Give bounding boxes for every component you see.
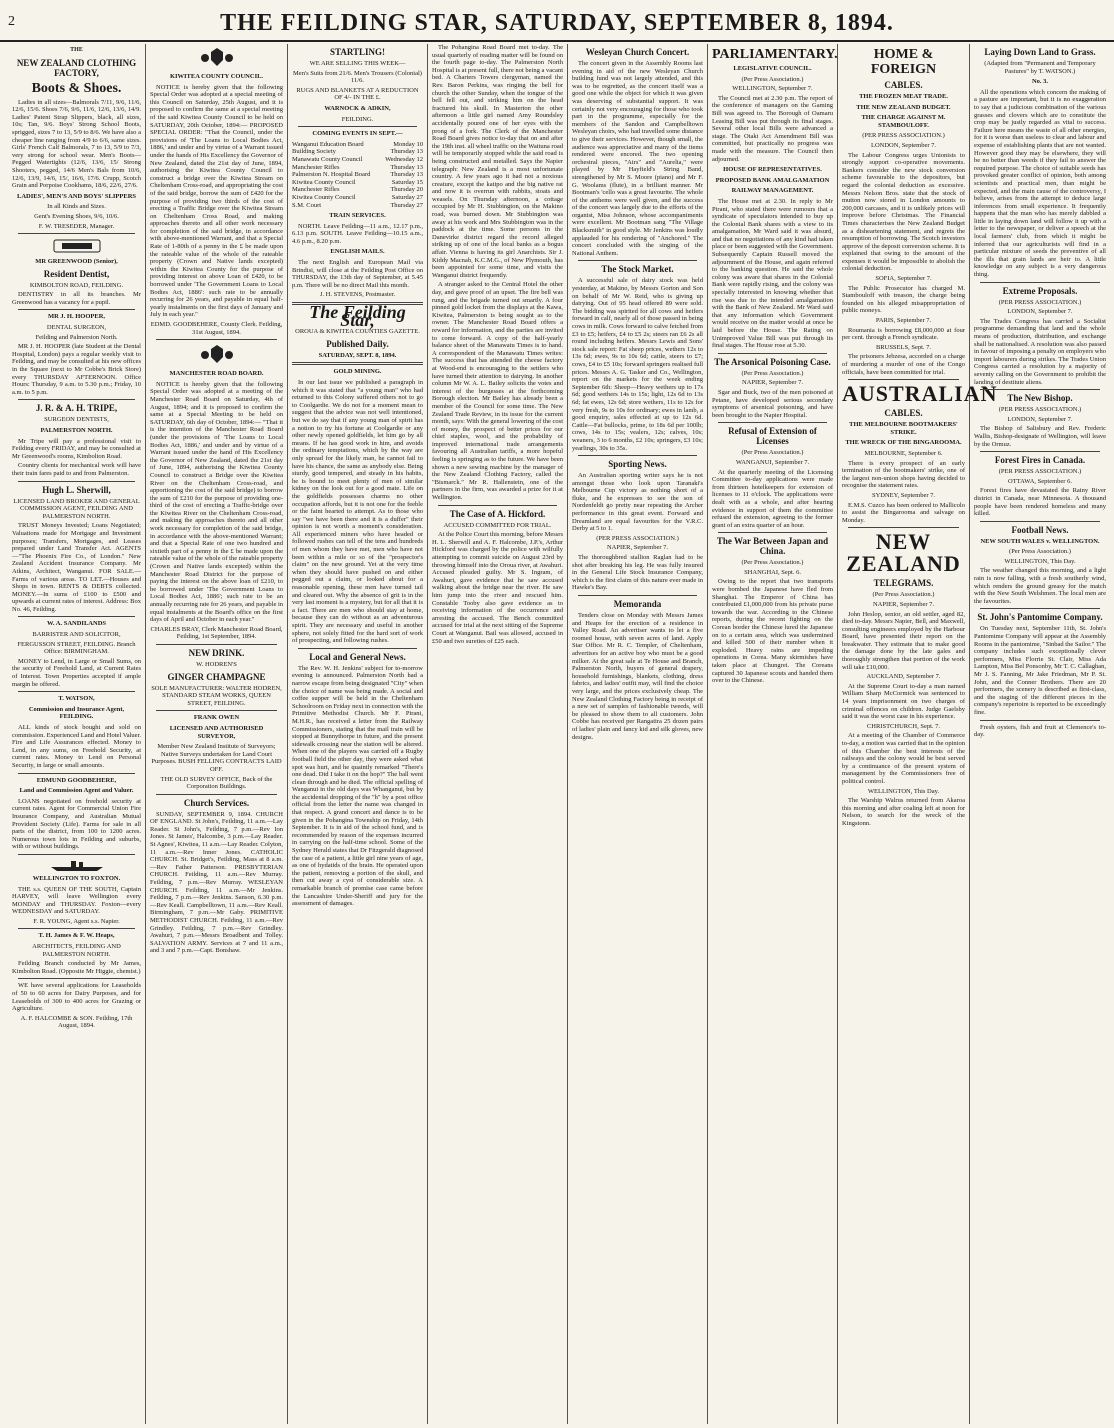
coat-of-arms-icon bbox=[199, 343, 235, 367]
hooper-address: Feilding and Palmerston North. bbox=[35, 333, 118, 341]
church-heading: Church Services. bbox=[183, 797, 250, 808]
extreme-date: LONDON, September 7. bbox=[1007, 308, 1073, 316]
divider bbox=[18, 773, 135, 774]
survey-office: THE OLD SURVEY OFFICE, Back of the Corporation Buildings. bbox=[160, 775, 273, 791]
local-body: The Rev. W. H. Jenkins' subject for to-morrow evening is announced. Palmerston North had a narrow escape from being designated "City" when the choice of name was being made. A social and coffee supper will be held in the Cheltenham Schoolroom on Friday next in connection with the Primitive Methodist Church. Mr F. Pirani, M.H.R., has received a letter from the Railway Commissioners, stating that the mail train will be stopped at Bunnythorpe in future, and the present sidewalk crossing near the station will be altered. When one of the players was carried off a Rugby football field the other day, they were asked what spot was hurt, and he quaintly remarked "There's one dead. Did I take it on the hop?" The ball went clean through and he died. The official spelling of Wanganui in the old days was Whanganui, but by the accidental dropping of the "h" by a post office official from the letter the name was changed in that respect. A grand concert and dance is to be given in the Pohangina Township on Friday, 14th September. It is in aid of the school fund, and is recommended by reason of the expenses incurred in carrying on the half-time school. Some of the Sydney Herald states that Dr Fitzgerald diagnosed the case of a patient, a little girl nine years of age, as one of hydatids of the brain. He operated upon the patient, removing a portion of the skull, and then cut away a cyst of considerable size. A remarkable branch of promise case came before the Lancashire Under-Sheriff and jury for the assessment of damages. bbox=[292, 664, 423, 908]
sydney-date: SYDNEY, September 7. bbox=[871, 491, 936, 499]
case-subheading: ACCUSED COMMITTED FOR TRIAL. bbox=[443, 521, 552, 529]
event-day: Thursday 13 bbox=[390, 163, 423, 171]
auckland-date: AUCKLAND, September 7. bbox=[866, 673, 941, 681]
factory-the: THE bbox=[70, 47, 83, 53]
architects-title: ARCHITECTS, FEILDING AND PALMERSTON NORTH. bbox=[32, 943, 121, 958]
divider bbox=[980, 451, 1100, 452]
bishop-date: LONDON, September 7. bbox=[1007, 415, 1073, 423]
tripe-address: PALMERSTON NORTH. bbox=[40, 427, 113, 434]
london-date: LONDON, September 7. bbox=[871, 141, 936, 149]
slippers-sub: In all Kinds and Sizes. bbox=[47, 203, 106, 211]
sandilands-address: FERGUSSON STREET, FEILDING. Branch Office: BIRMINGHAM. bbox=[17, 640, 136, 656]
gold-heading: GOLD MINING. bbox=[333, 368, 382, 376]
goodbehere-name: EDMUND GOODBEHERE, bbox=[36, 776, 117, 784]
agency-line: (PER PRESS ASSOCIATION.) bbox=[862, 132, 945, 140]
pantomime-heading: St. John's Pantomime Company. bbox=[977, 612, 1103, 623]
football-subheading: NEW SOUTH WALES v. WELLINGTON. bbox=[980, 537, 1100, 545]
brussels-body: The prisoners Jebzesa, accorded on a charge of murdering a murder of one of the Congo officials, have been committed for trial. bbox=[842, 353, 965, 376]
australian-heading: AUSTRALIAN bbox=[842, 381, 998, 407]
council-date: WELLINGTON, September 7. bbox=[732, 85, 813, 93]
event-day: Thursday 27 bbox=[390, 201, 423, 209]
cables-heading: CABLES. bbox=[884, 80, 923, 90]
owen-name: FRANK OWEN bbox=[193, 714, 240, 722]
event-day: Thursday 13 bbox=[390, 171, 423, 179]
fires-date: OTTAWA, September 6. bbox=[1008, 477, 1072, 485]
council-body: The Council met at 2.30 p.m. The report of the conference of managers on the Gaming Bill was agreed to. The Borough of Oamaru Leasing Bill was put through its final stages. Several other local Bills were advanced a stage. The Otaki Act Amendment Bill was committed, but practically no progress was made with the measure. The Council then adjourned. bbox=[712, 94, 833, 163]
divider bbox=[156, 339, 277, 340]
divider bbox=[718, 532, 827, 533]
bootmakers-heading: THE MELBOURNE BOOTMAKERS' STRIKE. bbox=[849, 421, 958, 436]
divider bbox=[980, 389, 1100, 390]
bishop-press: (PER PRESS ASSOCIATION.) bbox=[998, 406, 1082, 414]
architects-name: T. H. James & F. W. Heaps, bbox=[38, 932, 115, 940]
event-day: Saturday 27 bbox=[391, 193, 423, 201]
kiwitea-body: NOTICE is hereby given that the following Special Order was adopted at a special meeting of this Council on Saturday, 25th August, and it is proposed to confirm the same at a special meeting of the said Kiwitea County Council to be held on SATURDAY, 20th October, 1894:— PROPOSED SPECIAL ORDER: "That the Council, under the provisions of 'The Loans to Local Bodies Act, 1886,' and under and by virtue of a Warrant issued under the hands of His Excellency the Governor of New Zealand, dated the 21st day of June, 1894, authorising the Kiwitea County Council to construct a bridge over the Kiwitea Stream on Cheltenham Cross-road, and appropriating the cost of the said bridge, borrow the sum of £420 for the purpose of providing two thirds of the cost of erecting a Traffic Bridge over the Kiwitea Stream on Cheltenham Cross Road, and making approaches thereto and all other work necessary for completion of the said bridge, in accordance with above-mentioned Warrant, and that a Special Rate of 1-80th of a penny in the £ be made upon the rateable value of the whole of the rateable property (Crown and Native lands excepted) within the Kiwitea County for the purpose of providing interest on above Loan of £420, to be borrowed under 'The Government Loans to Local Bodies Act, 1886': such rate to be annually recurring for 26 years, and payable in equal half-yearly instalments on the first days of January and July in each year." bbox=[150, 83, 283, 319]
railway-heading: RAILWAY MANAGEMENT. bbox=[731, 187, 814, 195]
sofia-body: The Public Prosecutor has charged M. Stambouloff with treason, the charge being founded on his alleged misappropriation of public moneys. bbox=[842, 284, 965, 315]
press-association: (PER PRESS ASSOCIATION.) bbox=[596, 534, 679, 542]
poisoning-date: NAPIER, September 7. bbox=[741, 379, 804, 387]
selling-line: WE ARE SELLING THIS WEEK— bbox=[309, 60, 406, 67]
column-7 bbox=[838, 44, 998, 1424]
extreme-press: (PER PRESS ASSOCIATION.) bbox=[998, 298, 1082, 306]
greenwood-body: DENTISTRY in all its branches. Mr Greenwood has a vacancy for a pupil. bbox=[12, 291, 141, 306]
napier-dateline: NAPIER, September 7. bbox=[606, 544, 669, 552]
event-name: Manchester Rifles bbox=[292, 163, 340, 171]
poisoning-body: Sgar and Buck, two of the men poisoned at Petane, have developed serious secondary symptoms of arsenical poisoning, and have been brought to the Napier Hospital. bbox=[712, 388, 833, 419]
watson-title: Commission and Insurance Agent, FEILDING. bbox=[28, 705, 125, 721]
local-heading: Local and General News. bbox=[309, 651, 406, 662]
sherwill-body: TRUST Moneys Invested; Loans Negotiated; Valuations made for Mortgage and Investment purposes; Transfers, Mortgages, and Leases prepared under Land Transfer Act. AGENTS—"The Phoenix Fire Co., of London." New Zealand Accident Insurance Company. Mr Atkins, Architect, Wanganui. FOR SALE.—Farms of various areas. TO LET.—Houses and Shops in town. RENTS & DEBTS collected. MONEY.—In sums of £100 to £500 and upwards at current rates of interest. Address: Box No. 46, Feilding. bbox=[12, 522, 141, 613]
divider bbox=[18, 309, 135, 310]
event-row bbox=[292, 141, 423, 149]
events-list bbox=[292, 141, 423, 209]
australian-cables: CABLES. bbox=[884, 408, 923, 419]
sofia-date: SOFIA, September 7. bbox=[875, 275, 932, 283]
grass-subheading: (Adapted from "Permanent and Temporary Pastures" by T. WATSON.) bbox=[984, 60, 1096, 75]
train-heading: TRAIN SERVICES. bbox=[329, 212, 386, 220]
column-2 bbox=[146, 44, 288, 1424]
coat-of-arms-icon bbox=[199, 46, 235, 70]
home-foreign-heading: HOME & FOREIGN bbox=[870, 47, 937, 77]
fires-press: (PER PRESS ASSOCIATION.) bbox=[998, 468, 1082, 476]
manager-signature: F. W. TRESEDER, Manager. bbox=[38, 222, 115, 230]
published-daily: Published Daily. bbox=[326, 338, 389, 349]
event-name: Kiwitea County Council bbox=[292, 178, 356, 186]
divider bbox=[438, 505, 557, 506]
memoranda-body: Tenders close on Monday with Messrs James and Heaps for the erection of a residence in Valley Road. An advertiser wants to let a five roomed house, with seven acres of land. Apply Star Office. Mr R. C. Templer, of Cheltenham, advertises for an active boy who must be a good milker. At the great sale at Te House and Branch, Palmerston North, buyers of general drapery, household furnishings, blankets, clothing, dress fabrics, and ladies' outfit may, will find the choice very large, and the prices exclusively cheap. The New Zealand Clothing Factory being in receipt of a new set of samples of fashionable tweeds, will be pleased to show them to all customers. John Cobbe has received per Rangatira 25 dozen pairs of ladies' plain and fancy kid and silk gloves, new designs. bbox=[572, 612, 703, 741]
event-day: Thursday 20 bbox=[390, 186, 423, 194]
greenwood-address: KIMBOLTON ROAD, FEILDING. bbox=[29, 281, 124, 289]
budget-heading: THE NEW ZEALAND BUDGET. bbox=[856, 103, 951, 111]
steamship-icon bbox=[47, 858, 107, 872]
divider bbox=[578, 455, 697, 456]
refusal-date: WANGANUI, September 7. bbox=[735, 458, 810, 466]
sandilands-name: W. A. SANDILANDS bbox=[47, 620, 106, 628]
selling-items: Men's Suits from 21/6. Men's Trousers (Colonial) 11/6. bbox=[293, 69, 422, 85]
event-name: Manchester Rifles bbox=[292, 186, 340, 194]
newspaper-masthead-title: THE FEILDING STAR, SATURDAY, SEPTEMBER 8, 1894. bbox=[220, 10, 894, 36]
country-clients: Country clients for mechanical work will have their train fares paid to and from Palmerston. bbox=[12, 462, 141, 477]
mails-body: The next English and European Mail via Brindisi, will close at the Feilding Post Office on THURSDAY, the 13th day of September, at 5.45 p.m. There will be no direct Mail this month. bbox=[292, 259, 423, 289]
divider bbox=[980, 521, 1100, 522]
manchester-signature: CHARLES BRAY, Clerk Manchester Road Board, Feilding, 1st September, 1894. bbox=[150, 625, 283, 641]
masthead bbox=[0, 0, 1114, 42]
event-row bbox=[292, 186, 423, 194]
divider bbox=[298, 648, 417, 649]
stock-heading: The Stock Market. bbox=[601, 264, 674, 275]
owen-title: LICENSED AND AUTHORISED SURVEYOR, bbox=[169, 724, 264, 740]
case-body: At the Police Court this morning, before Messrs H. L. Sherwill and A. F. Halcombe, J.P.'s, Arthur Hickford was charged by the police with wilfully attempting to commit suicide on August 23rd by throwing himself into the Oroua river, at Awahuri. Accused pleaded guilty. Mr S. Ingram, of Awahuri, gave evidence that he saw accused walking about the bridge near the river. He saw him jump into the river and rescued him. Constable Tooby also gave evidence as to receiving information of the occurrence and arresting the accused. The Bench committed accused for trial at the next sitting of the Supreme Court at Wanganui. Bail was allowed, accused in £50 and two sureties of £25 each. bbox=[432, 531, 563, 645]
memoranda-heading: Memoranda bbox=[613, 599, 662, 609]
startling-heading: STARTLING! bbox=[329, 47, 386, 57]
extreme-body: The Trades Congress has carried a Socialist programme demanding that land and the whole means of production, distribution, and exchange shall be nationalised. A resolution was also passed in favour of imposing a penalty on employers who import labourers during strikes. The Trades Union Congress carried a resolution by a majority of seventy calling on the Government to prohibit the landing of destitute aliens. bbox=[974, 317, 1106, 386]
divider bbox=[18, 691, 135, 692]
column-4 bbox=[428, 44, 568, 1424]
refusal-press: (Per Press Association.) bbox=[741, 449, 804, 457]
event-row bbox=[292, 179, 423, 187]
war-press: (Per Press Association.) bbox=[741, 559, 804, 567]
stranger-body: A stranger asked to the Central Hotel the other day, and gave proof of an upset. The fire bell was rung, and the brigade turned out smartly. A four pinned gold locket from the displays at the Kawa, Kiwitea, Palmerston is being sought as to the owner. The Manchester Road Board offers a reward for information, and the parties are invited to come forward. A copy of the half-yearly balance sheet of the Manawatu Times is to hand. A correspondent of the Manawatu Times writes: The success that has attended the cheese factory at Wood-end is encouraging to the settlers who have turned their attention to dairying. In another column Mr W. A. L. Bailey solicits the votes and interest of the burgesses at the forthcoming Borough election. Mr Bailey has already been a member of the Council for some time. The New Zealand Trade Review, in its issue for the current month, says: With the general lowering of the cost of money, the prospect of better prices for our chief staples, wool, and the probability of improved international trade arrangements favouring all Australian tariffs, a more hopeful feeling is springing as to the future. We have been shown a new sewing machine by the manager of the New Zealand Clothing Factory, called the "Bismarck." Mr R. Hallenstein, one of the partners in the firm, was awarded a prize for it at Wellington. bbox=[432, 281, 563, 502]
charge-heading: THE CHARGE AGAINST M. STAMBOULOFF. bbox=[861, 114, 946, 129]
warnock-adkin: WARNOCK & ADKIN, bbox=[324, 104, 391, 112]
gold-body: In our last issue we published a paragraph in which it was stated that "a young man" who had returned to this Colony suffered others not to go to Coolgardie. We do not for a moment mean to suggest that the advice was not well intentioned, but we do say that if any young man of spirit has a notion to try his fortune at Coolgardie or any other newly opened goldfields, let him go by all means. If he has good work in him, and avoids the ordinary temptations, which by the way are only spread for the likely man, he cannot fail to have his chance, the same as anybody else. Being sturdy, good tempered, and steady in his habits, he is bound to meet plenty of men of similar kidney on the look out for a good mate. Life on the goldfields possesses charms no other occupation affords, but it is not one for the feeble or the faint hearted to attempt. As to those who say "we have been there and it is a duffer" their opinion is not worth a moment's consideration. All experienced miners who have headed or followed rushes can tell of the tens and hundreds of men whom they have met, men who have not been within a mile or so of the "prospector's claim" on the new ground. Yet at the very time when they should have pushed on and either pegged out a claim, or looked about for a reasonable opening, these men have turned tail and cleared out. Why the absence of grit is in the very last moment is a mystery, but for all that it is a fact. There are men who should stay at home, because they can do without as an adventurous spirit. They are necessary and useful in another sphere, not solely fitted for the hard sort of work of prospecting, and following rushes. bbox=[292, 379, 423, 645]
paper-date: SATURDAY, SEPT. 8, 1894. bbox=[318, 351, 397, 359]
paris-body: Roumania is borrowing £8,000,000 at four per cent. through a French syndicate. bbox=[842, 326, 965, 342]
event-row bbox=[292, 164, 423, 172]
divider bbox=[718, 353, 827, 354]
divider bbox=[980, 608, 1100, 609]
divider bbox=[18, 616, 135, 617]
tripe-title: SURGEON DENTISTS, bbox=[44, 416, 109, 424]
owen-body: Member New Zealand Institute of Surveyors; Native Surveys undertaken for Land Court Purposes. BUSH FELLING CONTRACTS LAID OFF. bbox=[151, 743, 282, 773]
extreme-heading: Extreme Proposals. bbox=[1002, 285, 1078, 296]
greenwood-title: Resident Dentist, bbox=[43, 268, 110, 279]
pantomime-body: On Tuesday next, September 11th, St. John's Pantomime Company will appear at the Assembly Rooms in the pantomime, "Sinbad the Sailor." The company includes such exceptionally clever performers, Miss Florrie St. Clair, Miss Ada Lampton, Miss Bel Ponsonby, Mr T. C. Callaghan, Mr J. S. Fanning, Mr Jake Friedman, Mr P. St. John, and the Conner Brothers. There are 20 performers, the scenery is described as first-class, and the staging of the different pieces in the company's repertoire is reported to be exceedingly fine. bbox=[974, 625, 1106, 716]
poisoning-heading: The Arsonical Poisoning Case. bbox=[714, 356, 831, 367]
house-heading: HOUSE OF REPRESENTATIVES. bbox=[723, 166, 822, 174]
gents-shoes: Gent's Evening Shoes, 9/6, 10/6. bbox=[34, 212, 119, 220]
manchester-body: NOTICE is hereby given that the following Special Order was adopted at a meeting of the Manchester Road Board on Saturday, 4th of August, 1894; and it is proposed to confirm the same at a Special Meeting to be held on SATURDAY, 6th day of October, 1894:— "That it is the intention of the Manchester Road Board (under the provisions of 'The Loans to Local Bodies Act, 1886,' and under and by virtue of a Warrant issued under the hand of His Excellency the Governor of New Zealand, dated the 21st day of June, 1894, authorising the Kiwitea County Council to construct a Bridge over the Kiwitea River on the Cheltenham Cross-road, and apportioning the cost of the said bridge) to borrow the sum of £210 for the purpose of providing one-third of the cost of erecting a Traffic-bridge over the Kiwitea River on the Cheltenham Cross-road, and making the approaches thereto and all other work necessary for completion of the said bridge, in accordance with the above-mentioned Warrant; and that a Special Rate of one two hundred and sixtieth part of a penny in the £ be made upon the rateable value of the whole of the rateable property (Crown and Native lands excepted) within the Manchester Road District for the purpose of paying the interest on the above loan of £210, to be borrowed under 'The Government Loans to Local Bodies Act, 1886'; such rate to be an annually recurring rate for 26 years, and payable in equal instalments at the Board's office on the first days of April and October in each year." bbox=[150, 380, 284, 624]
leasehold-body: WE have several applications for Leaseholds of 50 to 60 acres for Dairy Purposes, and for Leaseholds of 300 to 400 acres for Grazing or Agriculture. bbox=[12, 982, 141, 1013]
divider bbox=[718, 422, 827, 423]
column-8 bbox=[970, 44, 1110, 1424]
goodbehere-title: Land and Commission Agent and Valuer. bbox=[19, 787, 134, 795]
divider bbox=[156, 644, 277, 645]
event-name: Kiwitea County Council bbox=[292, 193, 356, 201]
napier2-date: NAPIER, September 7. bbox=[872, 600, 935, 608]
factory-name: NEW ZEALAND CLOTHING FACTORY, bbox=[16, 57, 137, 78]
column-1 bbox=[8, 44, 146, 1424]
page-number: 2 bbox=[8, 14, 15, 29]
event-day: Monday 10 bbox=[393, 140, 423, 148]
foxton-heading: WELLINGTON TO FOXTON. bbox=[32, 874, 121, 882]
parliamentary-heading: PARLIAMENTARY. bbox=[712, 47, 838, 62]
fires-body: Forest fires have devastated the Rainy River district in Canada, near Minnesota. A thousand people have been rendered homeless and many killed. bbox=[974, 487, 1106, 518]
wesleyan-heading: Wesleyan Church Concert. bbox=[585, 47, 690, 57]
hodren-body: SOLE MANUFACTURER: WALTER HODREN, STANDARD STEAM WORKS, QUEEN STREET, FEILDING. bbox=[151, 684, 282, 707]
war-body: Owing to the report that two transports were bombed the Japanese have fled from Shanghai. The Emperor of China has contributed £1,000,000 from his private purse towards the war. According to the Chinese reports, during the recent fighting on the Corean border the Chinese lured the Japanese on to a certain area, which was undermined and killed 500 of their number when it exploded. Heavy rains are impeding operations in Corea. Many skirmishes have taken place at Chungrei. The Coreans captured 30 Japanese scouts and handed them over to the Chinese. bbox=[712, 578, 833, 685]
train-body: NORTH. Leave Feilding—11 a.m., 12.17 p.m., 6.13 p.m. SOUTH. Leave Feilding—10.15 a.m., 4.6 p.m., 8.20 p.m. bbox=[292, 222, 423, 245]
melbourne-date: MELBOURNE, September 6. bbox=[864, 449, 943, 457]
refusal-body: At the quarterly meeting of the Licensing Committee to-day applications were made from thirteen hotelkeepers for extension of licenses to 11 o'clock. The applications were dealt with as a whole, and after hearing evidence in support of them the committee refused the extension, agreeing to the former grant of an extra quarter of an hour. bbox=[712, 468, 833, 529]
paper-name: The Feilding Star, bbox=[309, 302, 406, 330]
slippers-heading: LADIES', MEN'S AND BOYS' SLIPPERS bbox=[16, 192, 136, 200]
melbourne-body: There is every prospect of an early termination of the bootmakers' strike, one of the largest non-union shops having decided to recognise the statement rates. bbox=[842, 459, 965, 490]
event-day: Saturday 15 bbox=[391, 178, 423, 186]
church-body: SUNDAY, SEPTEMBER 9, 1894. CHURCH OF ENGLAND. St John's, Feilding, 11 a.m.—Lay Reader. St John's, Feilding, 7 p.m.—Rev Ion Jones. St James', Halcombe, 3 p.m.—Lay Reader. St Agnes', Kiwitea, 11 a.m.—Lay Reader. Colyton, 11 a.m.—Rev Inner Jones. CATHOLIC CHURCH. St. Bridget's, Feilding, Mass at 8 a.m.—Rev Father Patterson. PRESBYTERIAN CHURCH. Feilding, 11 a.m.—Rev Murray. Feilding, 7 p.m.—Rev Murray. WESLEYAN CHURCH. Feilding, 11 a.m.—Mr Jenkins. Feilding, 7 p.m.—Rev Jenkins. Sanson, 6.30 p.m.—Rev Keall. Campbelltown, 11 a.m.—Rev Keall. Birmingham, 7 p.m.—Mr Gaby. PRIMITIVE METHODIST CHURCH. Feilding, 11 a.m.—Rev Grindley. Feilding, 7 p.m.—Rev Grindley. Awahuri, 7 p.m.—Messrs Broadbent and Tolley. SALVATION ARMY. Services at 7 and 11 a.m., and 3 and 7 p.m.—Capt. Bonshaw. bbox=[150, 810, 283, 955]
warnock-place: FEILDING. bbox=[341, 115, 374, 123]
tripe-body: Mr Tripe will pay a professional visit to Feilding every FRIDAY, and may be consulted at Mr Greenwood's rooms, Kimbolton Road. bbox=[12, 437, 141, 460]
war-date: SHANGHAI, Sept. 6. bbox=[744, 568, 801, 576]
wellington-date: WELLINGTON, This Day. bbox=[867, 787, 940, 795]
poisoning-press: (Per Press Association.) bbox=[741, 369, 804, 377]
divider bbox=[980, 720, 1100, 721]
fires-heading: Forest Fires in Canada. bbox=[994, 455, 1086, 466]
war-heading: The War Between Japan and China. bbox=[716, 536, 829, 557]
mails-heading: ENGLISH MAILS. bbox=[330, 248, 385, 256]
divider bbox=[578, 260, 697, 261]
new-drink-heading: NEW DRINK. bbox=[188, 647, 245, 658]
rugs-line: RUGS AND BLANKETS AT A REDUCTION OF 4/- IN THE £. bbox=[296, 86, 419, 102]
napier2-body: John Heslop, senior, an old settler, aged 82, died to-day. Messrs Napier, Bell, and Maxwell, consulting engineers employed by the Harbour Board, have presented their report on the breakwater. They estimate that to make good the damage done by the late gales and thoroughly strengthen that portion of the work will take £10,000. bbox=[842, 610, 965, 671]
dental-sign-icon bbox=[52, 237, 102, 255]
sporting-body: An Australian sporting writer says he is not amongst those who look upon Taranaki's Melbourne Cup victory as nothing short of a fluke, and he expresses to see the son of Nordenfeldt go pretty near repeating the Archer performance in this great event. Forward and Dreamland are equal favourites for the V.R.C. Derby at 5 to 1. bbox=[572, 472, 703, 533]
bishop-heading: The New Bishop. bbox=[1007, 393, 1073, 404]
event-row bbox=[292, 148, 423, 156]
divider bbox=[18, 233, 135, 234]
ginger-champagne: GINGER CHAMPAGNE bbox=[167, 671, 266, 682]
sporting-heading: Sporting News. bbox=[608, 459, 667, 470]
event-name: S.M. Court bbox=[292, 201, 322, 209]
event-name: Manawatu County Council bbox=[292, 155, 363, 163]
postmaster: J. H. STEVENS, Postmaster. bbox=[319, 291, 396, 299]
council-heading: LEGISLATIVE COUNCIL. bbox=[733, 65, 812, 72]
divider bbox=[980, 282, 1100, 283]
foxton-agent: F. R. YOUNG, Agent s.s. Napier. bbox=[33, 917, 120, 925]
event-row bbox=[292, 156, 423, 164]
refusal-heading: Refusal of Extension of Licenses bbox=[728, 426, 817, 447]
event-row bbox=[292, 202, 423, 210]
manchester-heading: MANCHESTER ROAD BOARD. bbox=[169, 370, 264, 378]
divider bbox=[18, 854, 135, 855]
column-5 bbox=[568, 44, 708, 1424]
boots-heading: Boots & Shoes. bbox=[31, 80, 122, 96]
football-press: (Per Press Association.) bbox=[1009, 548, 1071, 556]
bishop-body: The Bishop of Salisbury and Rev. Frederic Wallis, Bishop-designate of Wellington, will leave by the Ormuz. bbox=[974, 425, 1106, 448]
watson-name: T. WATSON, bbox=[58, 695, 95, 703]
divider bbox=[298, 126, 417, 127]
london-body: The Labour Congress urges Unionists to strongly support co-operative movements. Bankers consider the new stock conversion scheme favourable to the depositors, but regard the colonial deduction as excessive. Messrs Nelson Bros. state that the stock of mutton now stored in London amounts to 200,000 carcases, and it is unlikely prices will improve before Christmas. The Financial Times characterises the New Zealand Budget as a disheartening statement, and regrets the resumption of borrowing. The Scotch investors approve of the deposit conversion scheme. It is explained that owing to the amount of the expenses it would be impossible to abolish the colonial deduction. bbox=[842, 151, 965, 273]
goodbehere-body: LOANS negotiated on freehold security at current rates. Agent for Commercial Union Fire Insurance Company, and Australian Mutual Provident Society (Life). Farms for sale in all parts of the district, from 100 to 1200 acres. Numerous town lots in Feilding and suburbs, with or without buildings. bbox=[12, 797, 141, 851]
fresh-oysters: Fresh oysters, fish and fruit at Clemence's to-day. bbox=[974, 723, 1106, 739]
football-body: The weather changed this morning, and a light rain is now falling, with a fresh southerly wind, which renders the ground greasy for the match with the New South Welshmen. The local men are the favourites. bbox=[974, 567, 1106, 605]
boots-body: Ladies in all sizes—Balmorals 7/11, 9/6, 11/6, 12/6, 15/6. Shoes 7/6, 9/6, 11/6, 12/6, 13/6, 14/9. Ladies' Patent Strap Slippers, black, all sizes, 10s; Tan, 9/6. Boys' Strong School Boots, sprigged, sizes 7 to 13, 5/9 to 8/6. We have also a cheaper line ranging from 4/9 to 6/6, same sizes. Girls' French Calf Balmorals, 7 to 13, 5/9 to 7/3, very strong for school wear. Men's Boots—Pegged Watertights (12/6, 13/6, 15/ Strong Shooters, pegged, 14/6 Men's Bals from 10/6, 12/6, 13/9, 14/6, 15/, 16/6, 17/6. Crupp, Scotch Grain and Porpoise Cookhams, 18/6, 22/6, 27/6. bbox=[12, 98, 141, 190]
hooper-body: MR J. H. HOOPER (late Student at the Dental Hospital, London) pays a regular weekly visit to Feilding, and may be consulted at his new offices in the Square (next to Mr Cobbe's Brick Store) every THURSDAY AFTERNOON. Office Hours: Thursday, 9 a.m. to 5.30 p.m.; Friday, 10 a.m. to 5 p.m. bbox=[12, 343, 141, 396]
sherwill-name: Hugh L. Sherwill, bbox=[42, 484, 111, 495]
football-heading: Football News. bbox=[1011, 524, 1069, 535]
divider bbox=[848, 527, 959, 528]
greenwood-name: MR GREENWOOD (Senior), bbox=[35, 258, 118, 266]
divider bbox=[156, 794, 277, 795]
nz-heading: NEW ZEALAND bbox=[846, 529, 961, 577]
stock-body: A successful sale of dairy stock was held yesterday, at Makino, by Messrs Gorton and Son on behalf of Mr W. Reid, who is giving up dairying. Out of 95 head offered 89 were sold. The bidding was spirited for all cows and heifers forward in calf, nearly all of those passed in being cows in milk. Cows forward to calve fetched from £3 to £5; heifers, £4 to £5 2s; steers ran £6 2s all round including heifers. Messrs Lewis and Sons' stock sale report: Fat sheep prices, wethers 12s to 13s 6d; ewes, 9s to 10s 6d; cattle, steers to £7; cows, £4 to £5 10s; forward springers realised full prices. Messrs A. G. Tasker and Co., Wellington, report on the markets for the week ending September 6th: Sheep—Heavy wethers up to 17s 6d; good wethers 14s to 15s; light, 12s 6d to 13s 6d; fat ewes, 12s 6d; store wethers, 11s to 12s for very fresh, 9s to 10s for ordinary; ewes in lamb, a good enquiry, sales effected at up to 12s 6d. Cattle—Fat bullocks, prime, to 18s 6d per 100lb; cows, 14s to 15s; vealers, 12s; calves, 10s; weaners, 3 to 6 months, £2 10s; springers, £3 10s; yearlings, 30s to 35s. bbox=[572, 277, 703, 452]
event-name: Wanganui Education Board bbox=[292, 140, 364, 148]
hodren-label: W. HODREN'S bbox=[196, 660, 237, 668]
football-date: WELLINGTON, This Day. bbox=[1004, 557, 1076, 565]
divider bbox=[292, 362, 423, 365]
pohangina-body: The Pohangina Road Board met to-day. The usual quarterly of reading matter will be found on the fourth page to-day. The Palmerston North Hospital is at present full, there not being a vacant bed. A Charters Towers clergyman, named the Rev. Baron Perkins, was ringing the bell for church the other Sunday, when the tongue of the bell fell out, and striking him on the head fractured his skull. In Masterton the other afternoon a little girl named Amy Roundsley accidentally poured one of her eyes with the prong of a fork. The Clerk of the Manchester Road Board gives notice to-day that on and after the 19th inst. all wheel traffic on the Waituna road will be temporarily stopped while the said road is being constructed and metalled. Says the Napier telegraph: New Zealand is a most unfortunate country. A few years ago it had not a noxious creature, except the katipo and the big native rat and now it is overrun with rabbits, stoats and weasels. On Thursday afternoon, a cottage occupied by Mr H. Stubbington, on the Makino road, was burned down. Mr Stubbington was away at his work and Mrs Stubbington was in the paddock at the time. Some persons in the Danevirke district regard the record alleged striking up of one of the local banks as a bogus affair. Vienna is having its girl Anarchists. Sir J. Kiddy Macnab, K.C.M.G., of New Plymouth, has been appointed for some time, and visits the Wanganui district frequently. bbox=[432, 44, 563, 279]
kiwitea-signature: EDMD. GOODBEHERE, County Clerk. Feilding, 31st August, 1894. bbox=[150, 321, 283, 336]
event-name: Palmerston N. Hospital Board bbox=[292, 171, 371, 179]
event-day: Wednesday 12 bbox=[385, 155, 423, 163]
christchurch-date: CHRISTCHURCH, Sept. 7. bbox=[866, 722, 941, 730]
watson-body: ALL kinds of stock bought and sold on commission. Experienced Land and Hotel Valuer. Fire and Life Assurances effected. Money to Lend, in any sums, on Freehold Security, at current rates. Money to Lend on Personal Security, in large or small amounts. bbox=[12, 724, 141, 769]
bingarooma-heading: THE WRECK OF THE BINGAROOMA. bbox=[845, 439, 962, 447]
meat-heading: THE FROZEN MEAT TRADE. bbox=[859, 93, 948, 100]
divider bbox=[578, 595, 697, 596]
divider bbox=[18, 928, 135, 929]
telegrams-heading: TELEGRAMS. bbox=[873, 578, 934, 589]
grass-number: No. 3. bbox=[1031, 78, 1049, 86]
paper-subtitle: OROUA & KIWITEA COUNTIES GAZETTE. bbox=[295, 328, 420, 336]
council-press: (Per Press Association.) bbox=[741, 75, 804, 83]
sydney-body: E.M.S. Cuzco has been ordered to Mallicolo to assist the Bingarooma and salvage on Monday. bbox=[842, 501, 965, 524]
event-row bbox=[292, 194, 423, 202]
christchurch-body: At a meeting of the Chamber of Commerce to-day, a motion was carried that in the opinion of this Chamber the best interests of the railways and the colony would be best served by a continuance of the present system of management by the Commissioners free of political control. bbox=[842, 732, 965, 785]
wesleyan-body: The concert given in the Assembly Rooms last evening in aid of the new Wesleyan Church building fund was not largely attended, and this was to be regretted, as the concert itself was a good one while the object for which it was given was deserving of substantial support. It was certainly not very encouraging for those who took part in the programme, especially for the members of the Sandon and Campbelltown Wesleyan choirs, who had travelled some distance to give their services. However, though small, the audience was appreciative and many of the items rendered were encored. The two opening orchestral pieces, "Airs" and "Aurelia," were played by Mr Hayfield's String Band, strengthened by Mr S. Moore (piano) and Mr F. G. Woolams (flute), in a brilliant manner. Mr Bootman's 'cello was a great favourite. The whole of the anthems were well given, and the success of the concert was largely due to the efforts of the organist, Miss Johnson, whose accompaniments were excellent. Mr Bootman sang "The Village Blacksmith" in good style. Mr Jenkins was loudly applauded for his rendering of "Anchored." The concert concluded with the singing of the National Anthem. bbox=[572, 60, 703, 257]
grass-body: All the operations which concern the making of a pasture are important, but it is no exaggeration to say that a judicious combination of the various grasses and clovers which are to constitute the crop may be justly regarded as vital to success. Failure here means the waste of all other energies, for it is worse than useless to clear and labour and expense of establishing plants that are not wanted. However good they may be elsewhere, they will be no better than weeds if they fail to answer the required purpose. The choice of suitable seeds has provoked greater conflict of opinion, both among scientists and practical men, than might be expected, and the main cause of the controversy, I believe, arises from the attempt to deduce large inferences from small experience. It frequently happens that the man who has merely dabbled a little in laying down land will follow it up with a letter to the newspaper, or deliver a speech at the local farmers' club, from which it might be inferred that our agriculturists will find in a particular mixture of seeds the preventive of all the ills that grain lands are heir to. A little knowledge on any subject is a very dangerous thing. bbox=[974, 88, 1106, 279]
tripe-name: J. R. & A. H. TRIPE, bbox=[35, 403, 118, 414]
halcombe-signature: A. F. HALCOMBE & SON. Feilding, 17th August, 1894. bbox=[20, 1014, 133, 1030]
events-heading: COMING EVENTS IN SEPT.— bbox=[312, 130, 403, 138]
hooper-title: DENTAL SURGEON, bbox=[46, 324, 107, 332]
sandilands-title: BARRISTER AND SOLICITOR, bbox=[32, 631, 121, 639]
divider bbox=[156, 710, 277, 711]
divider bbox=[18, 399, 135, 400]
grass-heading: Laying Down Land to Grass. bbox=[984, 47, 1096, 57]
event-row bbox=[292, 171, 423, 179]
hooper-name: MR J. H. HOOPER, bbox=[47, 313, 106, 321]
foxton-body: THE s.s. QUEEN OF THE SOUTH, Captain HARVEY, will leave Wellington every MONDAY and THURSDAY. Foxton—every WEDNESDAY and SATURDAY. bbox=[12, 885, 141, 916]
sherwill-title: LICENSED LAND BROKER AND GENERAL COMMISSION AGENT, FEILDING AND PALMERSTON NORTH. bbox=[13, 497, 140, 520]
bank-heading: PROPOSED BANK AMALGAMATION bbox=[715, 176, 830, 184]
napier-body: The thoroughbred stallion Raglan had to be shot after breaking his leg. He was fully insured in the General Life Stock Insurance Company, which is the first claim of this nature ever made in Hawke's Bay. bbox=[572, 554, 703, 592]
architects-body: Feilding Branch conducted by Mr James, Kimbolton Road. (Opposite Mr Higgie, chemist.) bbox=[12, 960, 141, 975]
nz-press: (Per Press Association.) bbox=[872, 591, 935, 599]
house-body: The House met at 2.30. In reply to Mr Pirani, who stated there were rumours that a syndicate of speculators intended to buy up the Colonial Bank shares with a view to its amalgamation, Mr Ward said it was absurd, and that no negotiations of any kind had taken place or been suggested with the Government. Subsequently Captain Russell moved the adjournment of the House, and again referred to the banking question. He said the whole colony was aware that shares in the Colonial Bank were rapidly rising, and the colony was specially interested in knowing whether that rise was due to the intended amalgamation with the Bank of New Zealand. Mr Ward said that any information which Government would receive on the matter would at once be laid before the House. The Rating on Unimproved Value Bill was put through its final stages. The House rose at 5.30. bbox=[712, 197, 833, 350]
auckland-body: At the Supreme Court to-day a man named William Sharp McCormick was sentenced to 14 years imprisonment on two charges of criminal offences on children. Judge Gaelsby said it was the worst case in his experience. bbox=[842, 682, 965, 721]
paris-date: PARIS, September 7. bbox=[875, 317, 932, 325]
case-heading: The Case of A. Hickford. bbox=[449, 508, 546, 519]
divider bbox=[848, 379, 959, 380]
column-6 bbox=[708, 44, 838, 1424]
kiwitea-heading: KIWITEA COUNTY COUNCIL. bbox=[169, 73, 264, 80]
column-3 bbox=[288, 44, 428, 1424]
event-name: Building Society bbox=[292, 148, 336, 156]
divider bbox=[18, 481, 135, 482]
brussels-date: BRUSSELS, Sept. 7. bbox=[875, 343, 932, 351]
money-to-lend-body: MONEY to Lend, in Large or Small Sums, on the security of Freehold Land, at Current Rates of Interest. Town Properties accepted if ample margin be offered. bbox=[12, 657, 141, 688]
divider bbox=[18, 978, 135, 979]
event-day: Thursday 13 bbox=[390, 148, 423, 156]
wellington-body: The Warship Walrus returned from Akaroa this morning and after coaling left at noon for Nelson, to search for the wreck of the Kingstonn. bbox=[842, 797, 965, 827]
